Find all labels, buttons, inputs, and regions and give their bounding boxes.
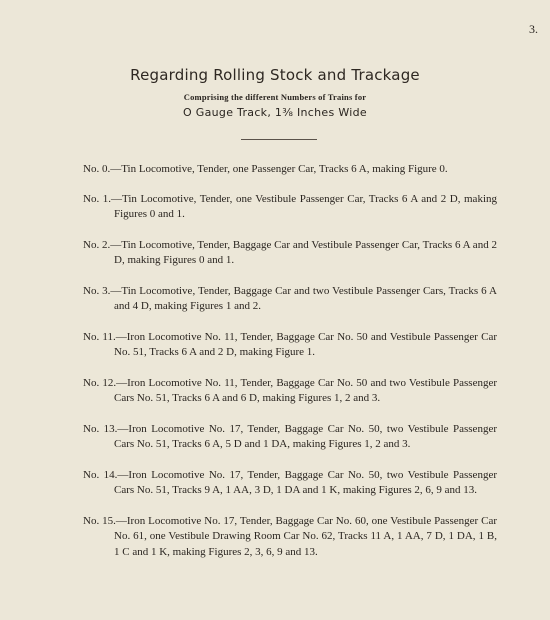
train-entry-1: No. 1.—Tin Locomotive, Tender, one Vestibule Passenger Car, Tracks 6 A and 2 D, making Figures 0 and 1. [83,192,497,220]
page-title: Regarding Rolling Stock and Trackage [130,66,420,84]
divider-rule [241,139,317,140]
train-entry-12: No. 12.—Iron Locomotive No. 11, Tender, Baggage Car No. 50 and two Vestibule Passenger Cars No. 51, Tracks 6 A and 6 D, making Figures 1, 2 and 3. [83,376,497,404]
train-entry-3: No. 3.—Tin Locomotive, Tender, Baggage Car and two Vestibule Passenger Cars, Tracks 6 A and 4 D, making Figures 1 and 2. [83,284,497,312]
page-number: 3. [529,22,538,36]
train-entry-15: No. 15.—Iron Locomotive No. 17, Tender, Baggage Car No. 60, one Vestibule Passenger Car No. 61, one Vestibule Drawing Room Car No. 62, Tracks 11 A, 1 AA, 7 D, 1 DA, 1 B, 1 C and 1 K, making Figures 2, 3, 6, 9 and 13. [83,514,497,558]
train-entry-0: No. 0.—Tin Locomotive, Tender, one Passenger Car, Tracks 6 A, making Figure 0. [83,163,448,175]
train-entry-13: No. 13.—Iron Locomotive No. 17, Tender, Baggage Car No. 50, two Vestibule Passenger Cars No. 51, Tracks 6 A, 5 D and 1 DA, making Figures 1, 2 and 3. [83,422,497,450]
train-entry-2: No. 2.—Tin Locomotive, Tender, Baggage Car and Vestibule Passenger Car, Tracks 6 A and 2 D, making Figures 0 and 1. [83,238,497,266]
gauge-description: O Gauge Track, 1⅜ Inches Wide [183,106,367,119]
page-subtitle: Comprising the different Numbers of Trains for [183,92,367,102]
train-entry-14: No. 14.—Iron Locomotive No. 17, Tender, Baggage Car No. 50, two Vestibule Passenger Cars No. 51, Tracks 9 A, 1 AA, 3 D, 1 DA and 1 K, making Figures 2, 6, 9 and 13. [83,468,497,496]
train-entry-list [83,162,497,560]
train-entry-11: No. 11.—Iron Locomotive No. 11, Tender, Baggage Car No. 50 and Vestibule Passenger Car No. 51, Tracks 6 A and 2 D, making Figure 1. [83,330,497,358]
